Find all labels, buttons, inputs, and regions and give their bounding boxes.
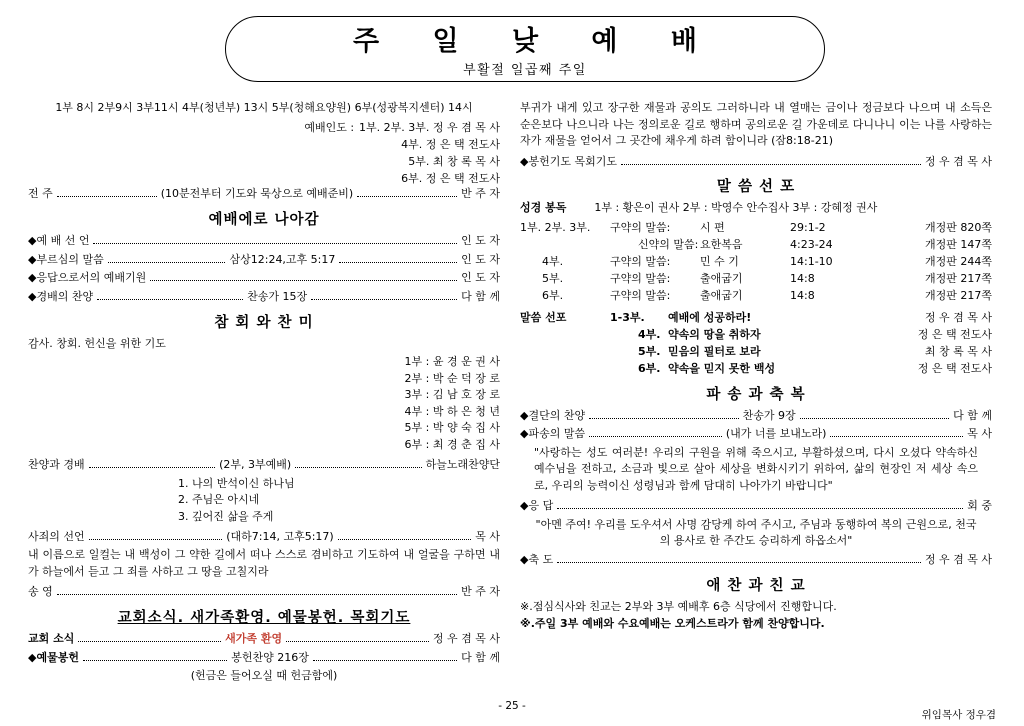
dot-leader — [557, 508, 963, 509]
sermon-speaker: 정 은 택 전도사 — [917, 362, 992, 376]
forgiveness-text: 내 이름으로 일컬는 내 백성이 그 약한 길에서 떠나 스스로 겸비하고 기도하여 내 얼굴을 구하면 내가 하늘에서 듣고 그 죄를 사하고 그 땅을 고칠지라 — [28, 548, 500, 578]
response-row — [520, 498, 992, 514]
prayer-label: 감사. 창회. 헌신을 위한 기도 — [28, 336, 166, 350]
praise-worship-label: 찬양과 경배 — [28, 458, 85, 472]
reading-verse: 29:1-2 — [790, 221, 826, 235]
order-item-scripture: 삼상12:24,고후 5:17 — [229, 252, 336, 266]
note-line-2: ※.주일 3부 예배와 수요예배는 오케스트라가 함께 찬양합니다. — [520, 616, 825, 630]
benediction-label: 축 도 — [528, 553, 554, 567]
doxology-label: 송 영 — [28, 585, 53, 599]
diamond-icon: ◆ — [520, 427, 529, 441]
benediction-row — [520, 552, 992, 568]
dot-leader — [621, 164, 921, 165]
diamond-icon: ◆ — [28, 252, 37, 266]
news-value: 정 우 겸 목 사 — [432, 632, 500, 646]
forgiveness-label: 사죄의 선언 — [28, 530, 85, 543]
reading-verse: 4:23-24 — [790, 238, 833, 252]
sermon-part: 1-3부. — [610, 311, 645, 325]
dot-leader — [313, 660, 457, 661]
reading-kind: 구약의 말씀: — [610, 272, 671, 286]
section-heading-fellowship: 애 찬 과 친 교 — [706, 578, 806, 595]
sermon-title: 예배에 성공하라! — [668, 311, 752, 325]
worship-leader-label: 예배인도 : — [304, 120, 355, 134]
scripture-paragraph: 부귀가 내게 있고 장구한 재물과 공의도 그러하니라 내 열매는 금이나 정금보다 나으며 내 소득은 순은보다 나으니라 나는 정의로운 길로 행하며 공의로운 길 가운데로 다니나니 이는 나를 사랑하는 자가 재물을 얻어서 그 곳간에 채우게 하려 함이니라 (잠8:18-21) — [520, 101, 992, 147]
order-item-label: 부르심의 말씀 — [36, 252, 104, 266]
response-value: 회 중 — [967, 499, 992, 513]
order-item-value: 인 도 자 — [461, 252, 501, 266]
news-label: 교회 소식 — [28, 632, 75, 646]
reading-book: 민 수 기 — [700, 255, 739, 269]
list-item: 2. 주님은 아시네 — [178, 493, 260, 506]
reading-book: 시 편 — [700, 221, 725, 235]
list-item: 5부 : 박 양 숙 집 사 — [404, 421, 500, 435]
diamond-icon: ◆ — [520, 553, 529, 567]
order-item-value: 인 도 자 — [461, 234, 500, 248]
worship-leader-value: 1부. 2부. 3부. 정 우 겸 목 사 — [359, 120, 500, 134]
section-heading-sending: 파 송 과 축 복 — [706, 386, 806, 403]
table-row — [520, 236, 992, 253]
prelude-value: 반 주 자 — [461, 187, 500, 201]
praise-worship-row — [28, 457, 500, 473]
reading-part — [520, 236, 610, 253]
sermon-speaker: 정 우 겸 목 사 — [924, 311, 992, 325]
order-item-label: 응답으로서의 예배기원 — [36, 271, 147, 285]
section-heading-approach: 예배에로 나아감 — [208, 212, 320, 229]
reading-book: 출애굽기 — [700, 272, 743, 286]
sermon-title: 약속을 믿지 못한 백성 — [668, 362, 776, 376]
title-banner — [225, 16, 825, 82]
reading-verse: 14:8 — [790, 272, 815, 286]
sending-word-row — [520, 426, 992, 442]
note-line-1: ※.점심식사와 친교는 2부와 3부 예배후 6층 식당에서 진행합니다. — [520, 600, 837, 614]
service-times: 1부 8시 2부9시 3부11시 4부(청년부) 13시 5부(청해요양원) 6부(성광복지센터) 14시 — [55, 101, 473, 114]
praise-worship-note: (2부, 3부예배) — [219, 458, 292, 472]
diamond-icon: ◆ — [28, 271, 37, 285]
pastoral-prayer-value: 정 우 겸 목 사 — [924, 154, 992, 168]
dot-leader — [57, 196, 157, 197]
diamond-icon: ◆ — [520, 154, 529, 168]
worship-leaders-table — [28, 118, 500, 186]
sending-word-note: (내가 너를 보내노라) — [725, 427, 827, 441]
dot-leader — [338, 539, 472, 540]
list-item: 1. 나의 반석이신 하나님 — [178, 476, 295, 490]
reading-page: 개정판 820쪽 — [925, 221, 992, 235]
table-row — [520, 360, 992, 377]
offering-row — [28, 650, 500, 666]
dot-leader — [339, 262, 457, 263]
list-item: 2부 : 박 순 덕 장 로 — [404, 371, 500, 385]
list-item: 1부 : 윤 경 운 권 사 — [404, 355, 500, 369]
prelude-row — [28, 186, 500, 202]
doxology-row — [28, 584, 500, 600]
list-item: 4부 : 박 하 은 청 년 — [404, 404, 500, 418]
section-heading-announcements: 교회소식. 새가족환영. 예물봉헌. 목회기도 — [117, 610, 411, 627]
reading-page: 개정판 217쪽 — [925, 289, 992, 303]
commitment-hymn-value: 다 함 께 — [953, 408, 993, 422]
commitment-hymn-row — [520, 408, 992, 424]
order-item-hymn: 찬송가 15장 — [247, 289, 308, 303]
pastoral-prayer-label: 봉헌기도 목회기도 — [528, 154, 617, 168]
page-number: - 25 - — [498, 700, 526, 712]
praise-worship-team: 하늘노래찬양단 — [425, 458, 501, 472]
reading-page: 개정판 244쪽 — [925, 255, 992, 269]
dot-leader — [97, 299, 243, 300]
commitment-hymn-number: 찬송가 9장 — [742, 408, 796, 422]
pastoral-prayer-row — [520, 154, 992, 170]
response-label: 응 답 — [528, 499, 554, 513]
offering-label: 예물봉헌 — [36, 650, 79, 664]
reading-part: 5부. — [542, 272, 564, 286]
sermons-table — [520, 309, 992, 377]
order-item-label: 예 배 선 언 — [36, 234, 90, 248]
song-list — [28, 476, 500, 526]
worship-leader-value: 5부. 최 창 록 목 사 — [408, 154, 500, 168]
dot-leader — [89, 467, 215, 468]
commitment-hymn-label: 결단의 찬양 — [528, 408, 586, 422]
reading-part: 1부. 2부. 3부. — [520, 221, 591, 235]
response-quote: "아멘 주여! 우리를 도우셔서 사명 감당케 하여 주시고, 주님과 동행하여 복의 근원으로, 천국의 용사로 한 주간도 승리하게 하옵소서" — [535, 517, 977, 548]
sermon-title: 믿음의 필터로 보라 — [668, 345, 761, 359]
dot-leader — [357, 196, 457, 197]
table-row — [520, 287, 992, 304]
pastor-signature: 위임목사 정우겸 — [921, 709, 996, 721]
order-item-call — [28, 252, 500, 268]
table-row — [28, 169, 500, 186]
prelude-label: 전 주 — [28, 187, 53, 201]
dot-leader — [89, 539, 223, 540]
order-item-value: 인 도 자 — [461, 271, 500, 285]
sermon-part: 4부. — [638, 328, 661, 342]
right-column — [520, 100, 992, 632]
sending-word-label: 파송의 말씀 — [528, 427, 586, 441]
page-subtitle: 부활절 일곱째 주일 — [463, 63, 587, 79]
reading-verse: 14:1-10 — [790, 255, 833, 269]
reading-verse: 14:8 — [790, 289, 815, 303]
page-title: 주 일 낮 예 배 — [352, 26, 719, 57]
order-item-praise — [28, 289, 500, 305]
offering-value: 다 함 께 — [461, 650, 501, 664]
sermon-label: 말씀 선포 — [520, 311, 567, 325]
order-item-value: 다 함 께 — [461, 289, 501, 303]
dot-leader — [57, 594, 457, 595]
dot-leader — [93, 243, 457, 244]
forgiveness-scripture: (대하7:14, 고후5:17) — [226, 530, 334, 543]
worship-leader-value: 4부. 정 은 택 전도사 — [401, 137, 500, 151]
table-row — [520, 219, 992, 236]
new-family-welcome: 새가족 환영 — [225, 632, 283, 646]
diamond-icon: ◆ — [520, 499, 529, 513]
list-item: 3부 : 김 남 호 장 로 — [404, 388, 500, 402]
offering-note: (헌금은 들어오실 때 헌금함에) — [190, 669, 338, 683]
list-item: 3. 깊어진 삶을 주게 — [178, 509, 274, 523]
sending-word-value: 목 사 — [967, 427, 993, 441]
diamond-icon: ◆ — [28, 650, 37, 664]
dot-leader — [589, 418, 739, 419]
worship-leader-value: 6부. 정 은 택 전도사 — [401, 171, 500, 185]
reading-kind: 신약의 말씀: — [638, 238, 699, 252]
sermon-speaker: 정 은 택 전도사 — [917, 328, 992, 342]
reading-page: 개정판 147쪽 — [925, 238, 992, 252]
dot-leader — [286, 641, 429, 642]
diamond-icon: ◆ — [28, 289, 37, 303]
reading-kind: 구약의 말씀: — [610, 255, 671, 269]
dot-leader — [83, 660, 227, 661]
section-heading-confession: 참 회 와 찬 미 — [214, 314, 314, 331]
table-row — [28, 152, 500, 169]
prelude-note: (10분전부터 기도와 묵상으로 예배준비) — [160, 187, 354, 201]
doxology-value: 반 주 자 — [461, 585, 500, 599]
dot-leader — [311, 299, 457, 300]
dot-leader — [800, 418, 950, 419]
sermon-part: 6부. — [638, 362, 661, 376]
dot-leader — [830, 436, 963, 437]
table-row — [520, 253, 992, 270]
reading-book: 요한복음 — [700, 238, 743, 252]
reading-part: 4부. — [542, 255, 564, 269]
left-column — [28, 100, 500, 687]
sermon-speaker: 최 창 록 목 사 — [924, 345, 992, 359]
dot-leader — [78, 641, 221, 642]
sermon-part: 5부. — [638, 345, 661, 359]
offering-hymn: 봉헌찬양 216장 — [231, 650, 309, 664]
table-row — [520, 309, 992, 326]
prayer-leader-list — [28, 354, 500, 453]
dot-leader — [295, 467, 421, 468]
order-item-invocation — [28, 270, 500, 286]
order-item-label: 경배의 찬양 — [36, 289, 94, 303]
diamond-icon: ◆ — [520, 408, 529, 422]
sermon-title: 약속의 땅을 취하자 — [668, 328, 761, 342]
table-row — [520, 343, 992, 360]
order-item-declaration — [28, 233, 500, 249]
list-item: 6부 : 최 경 춘 집 사 — [404, 437, 500, 451]
benediction-value: 정 우 겸 목 사 — [924, 553, 992, 567]
forgiveness-value: 목 사 — [475, 530, 500, 543]
reading-page: 개정판 217쪽 — [925, 272, 992, 286]
scripture-reading-row — [520, 200, 992, 216]
section-heading-proclamation: 말 씀 선 포 — [716, 179, 796, 196]
reading-part: 6부. — [542, 289, 564, 303]
reading-kind: 구약의 말씀: — [610, 289, 671, 303]
sending-quote: "사랑하는 성도 여러분! 우리의 구원을 위해 죽으시고, 부활하셨으며, 다시 오셨다 약속하신 예수님을 전하고, 소금과 빛으로 살아 세상을 변화시키기 위하여, 삶의 현장인 저 세상 속으로, 우리의 능력이신 성령님과 함께 담대히 나아가기 바랍니다" — [534, 445, 978, 492]
readings-table — [520, 219, 992, 304]
reading-readers: 1부 : 황은이 권사 2부 : 박영수 안수집사 3부 : 강혜정 권사 — [594, 201, 878, 215]
table-row — [520, 270, 992, 287]
reading-kind: 구약의 말씀: — [610, 221, 671, 235]
table-row — [520, 326, 992, 343]
reading-label: 성경 봉독 — [520, 201, 567, 215]
forgiveness-row — [28, 529, 500, 545]
news-row — [28, 631, 500, 647]
table-row — [28, 118, 500, 135]
dot-leader — [589, 436, 722, 437]
dot-leader — [150, 280, 457, 281]
reading-book: 출애굽기 — [700, 289, 743, 303]
diamond-icon: ◆ — [28, 234, 37, 248]
table-row — [28, 135, 500, 152]
dot-leader — [108, 262, 226, 263]
dot-leader — [557, 562, 921, 563]
